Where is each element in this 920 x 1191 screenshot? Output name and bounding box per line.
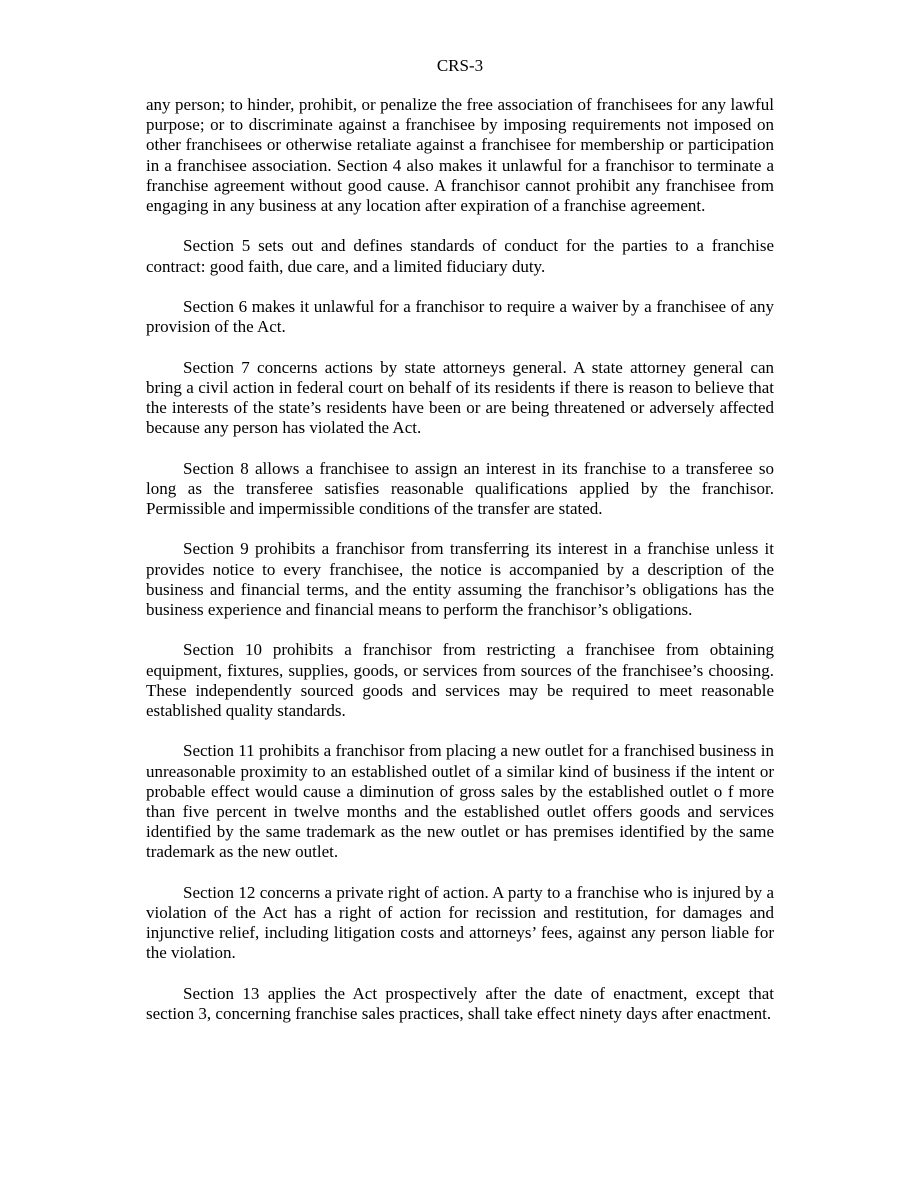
paragraph-section-8: Section 8 allows a franchisee to assign an interest in its franchise to a transferee so long as the transferee satisfies reasonable qualifications applied by the franchisor. Permissible and impermissible conditions of the transfer are stated. [146,458,774,518]
paragraph-section-10: Section 10 prohibits a franchisor from restricting a franchisee from obtaining equipment, fixtures, supplies, goods, or services from sources of the franchisee’s choosing. These independently sourced goods and services may be required to meet reasonable established quality standards. [146,640,774,720]
paragraph-section-6: Section 6 makes it unlawful for a franchisor to require a waiver by a franchisee of any provision of the Act. [146,297,774,337]
document-body [146,95,774,1044]
paragraph-continuation: any person; to hinder, prohibit, or penalize the free association of franchisees for any lawful purpose; or to discriminate against a franchisee by imposing requirements not imposed on other franchisees or otherwise retaliate against a franchisee for membership or participation in a franchisee association. Section 4 also makes it unlawful for a franchisor to terminate a franchise agreement without good cause. A franchisor cannot prohibit any franchisee from engaging in any business at any location after expiration of a franchise agreement. [146,95,774,216]
paragraph-section-13: Section 13 applies the Act prospectively after the date of enactment, except that section 3, concerning franchise sales practices, shall take effect ninety days after enactment. [146,983,774,1023]
paragraph-section-5: Section 5 sets out and defines standards of conduct for the parties to a franchise contract: good faith, due care, and a limited fiduciary duty. [146,236,774,276]
paragraph-section-11: Section 11 prohibits a franchisor from placing a new outlet for a franchised business in unreasonable proximity to an established outlet of a similar kind of business if the intent or probable effect would cause a diminution of gross sales by the established outlet o f more than five percent in twelve months and the established outlet offers goods and services identified by the same trademark as the new outlet or has premises identified by the same trademark as the new outlet. [146,741,774,862]
paragraph-section-12: Section 12 concerns a private right of action. A party to a franchise who is injured by a violation of the Act has a right of action for recission and restitution, for damages and injunctive relief, including litigation costs and attorneys’ fees, against any person liable for the violation. [146,882,774,963]
paragraph-section-9: Section 9 prohibits a franchisor from transferring its interest in a franchise unless it provides notice to every franchisee, the notice is accompanied by a description of the business and financial terms, and the entity assuming the franchisor’s obligations has the business experience and financial means to perform the franchisor’s obligations. [146,539,774,619]
paragraph-section-7: Section 7 concerns actions by state attorneys general. A state attorney general can bring a civil action in federal court on behalf of its residents if there is reason to believe that the interests of the state’s residents have been or are being threatened or adversely affected because any person has violated the Act. [146,357,774,438]
page-header: CRS-3 [436,56,484,75]
